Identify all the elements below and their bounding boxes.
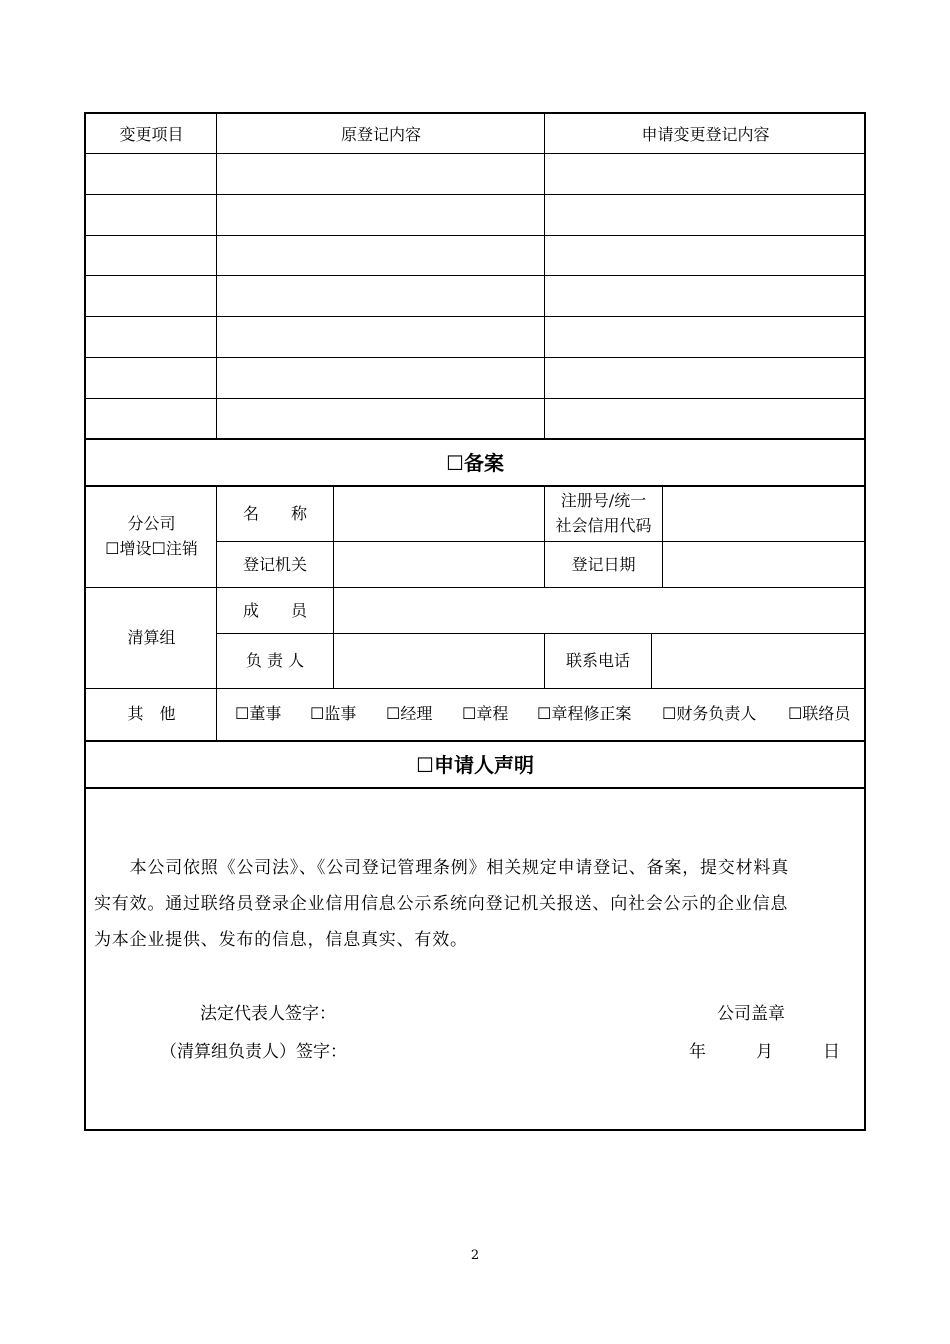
branch-add-cancel-checkboxes[interactable]: ☐增设☐注销 (105, 539, 198, 558)
registration-form (84, 112, 866, 1131)
phone-label: 联系电话 (565, 651, 630, 670)
table-row[interactable] (86, 317, 866, 357)
reg-no-label-line1: 注册号/统一 (560, 491, 647, 510)
header-original-content: 原登记内容 (340, 125, 421, 144)
checkbox-supervisor[interactable]: ☐监事 (310, 704, 357, 723)
table-row[interactable] (86, 358, 866, 398)
table-row[interactable] (86, 195, 866, 235)
reg-no-field[interactable] (663, 486, 866, 541)
branch-label: 分公司 (127, 514, 176, 533)
declaration-section-title[interactable]: ☐申请人声明 (416, 753, 534, 777)
table-row[interactable] (86, 154, 866, 194)
month-label: 月 (756, 1042, 773, 1062)
header-change-item: 变更项目 (119, 125, 184, 144)
day-label: 日 (823, 1042, 840, 1062)
reg-date-label: 登记日期 (571, 555, 636, 574)
declaration-line: 实有效。通过联络员登录企业信用信息公示系统向登记机关报送、向社会公示的企业信息 (94, 894, 789, 914)
checkbox-finance-officer[interactable]: ☐财务负责人 (662, 704, 757, 723)
legal-rep-sign-label: 法定代表人签字： (200, 1004, 336, 1024)
reg-date-field[interactable] (663, 542, 866, 587)
checkbox-director[interactable]: ☐董事 (235, 704, 282, 723)
reg-no-label-line2: 社会信用代码 (555, 516, 652, 535)
filing-section-title[interactable]: ☐备案 (446, 451, 504, 475)
checkbox-articles[interactable]: ☐章程 (462, 704, 509, 723)
members-label: 成 员 (242, 601, 307, 620)
phone-field[interactable] (652, 634, 866, 688)
leader-field[interactable] (334, 634, 544, 688)
header-requested-content: 申请变更登记内容 (641, 125, 770, 144)
page-number: 2 (470, 1248, 480, 1263)
company-seal-label: 公司盖章 (717, 1004, 785, 1024)
branch-name-label: 名 称 (242, 504, 307, 523)
authority-label: 登记机关 (242, 555, 307, 574)
other-label: 其 他 (127, 704, 176, 723)
declaration-line: 本公司依照《公司法》、《公司登记管理条例》相关规定申请登记、备案，提交材料真 (94, 858, 789, 878)
members-field[interactable] (334, 588, 866, 633)
table-row[interactable] (86, 236, 866, 275)
checkbox-liaison[interactable]: ☐联络员 (788, 704, 851, 723)
checkbox-manager[interactable]: ☐经理 (386, 704, 433, 723)
year-label: 年 (689, 1042, 706, 1062)
table-row[interactable] (86, 399, 866, 438)
declaration-line: 为本企业提供、发布的信息，信息真实、有效。 (94, 930, 468, 950)
liquidation-sign-label: （清算组负责人）签字： (160, 1042, 347, 1062)
checkbox-articles-amendment[interactable]: ☐章程修正案 (537, 704, 632, 723)
declaration-text (94, 850, 859, 958)
liquidation-label: 清算组 (127, 628, 176, 647)
table-row[interactable] (86, 276, 866, 316)
authority-field[interactable] (334, 542, 544, 587)
leader-label: 负 责 人 (245, 651, 305, 670)
branch-name-field[interactable] (334, 486, 544, 541)
